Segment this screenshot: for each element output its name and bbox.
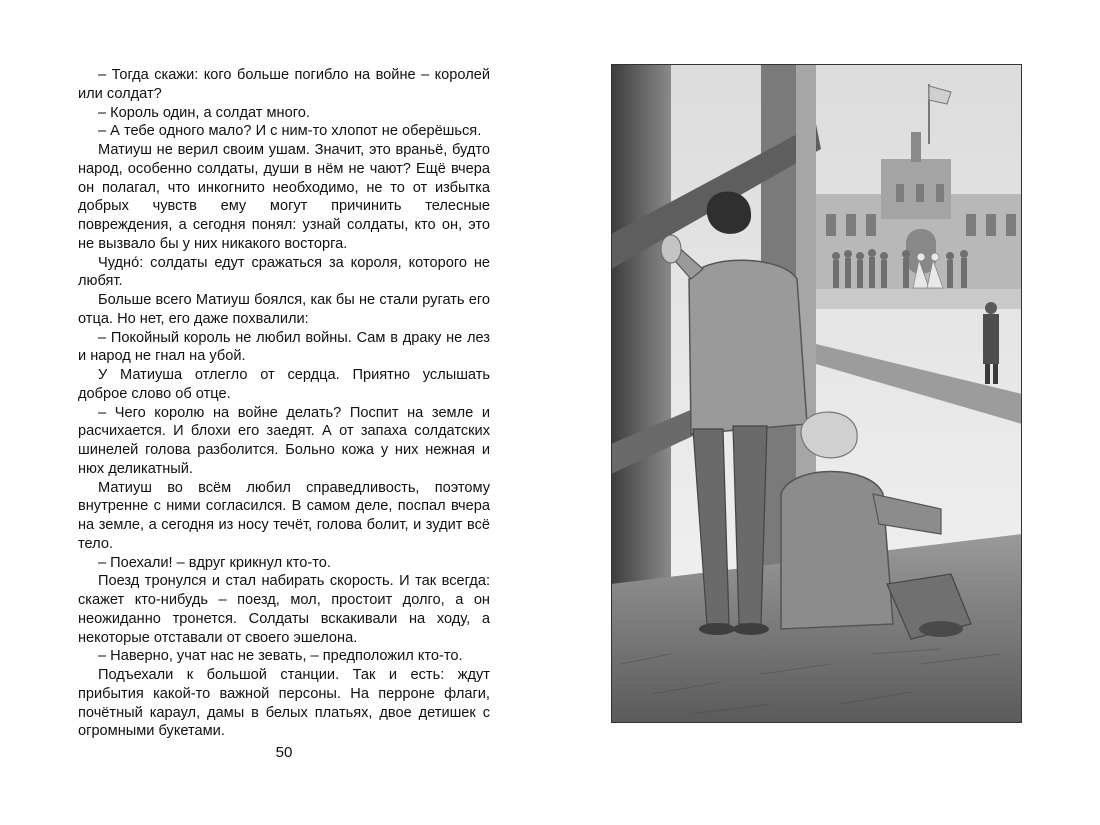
illustration-drawing [611,64,1022,723]
paragraph: – Чего королю на войне делать? Поспит на земле и расчихается. И блохи его заедят. А от запаха солдатских шинелей голова разболится. Больно кожа у них нежная и нюх деликатный. [78,404,490,477]
paragraph: У Матиуша отлегло от сердца. Приятно услышать доброе слово об отце. [78,367,490,402]
paragraph: – А тебе одного мало? И с ним-то хлопот не оберёшься. [98,123,482,140]
paragraph: Чудно́: солдаты едут сражаться за короля, которого не любят. [78,254,490,290]
paragraph: Подъехали к большой станции. Так и есть: ждут прибытия какой-то важной персоны. На перроне флаги, почётный караул, дамы в белых платьях, двое детишек с огромными букетами. [78,667,490,740]
paragraph: – Наверно, учат нас не зевать, – предположил кто-то. [98,648,463,665]
paragraph: – Тогда скажи: кого больше погибло на войне – королей или солдат? [78,67,490,102]
illustration [611,64,1022,723]
paragraph: Матиуш во всём любил справедливость, поэтому внутренне с ними согласился. В самом деле, поспал вчера на земле, а сегодня из носу течёт, голова болит, и зудит всё тело. [78,479,490,552]
paragraph: – Король один, а солдат много. [98,104,310,121]
text-column [78,66,490,741]
paragraph: Матиуш не верил своим ушам. Значит, это враньё, будто народ, особенно солдаты, души в нём не чают? Ещё вчера он полагал, что инкогнито необходимо, не то от избытка добрых чувств ему могут причинить телесные повреждения, а сегодня понял: узнай солдаты, кто он, это не вызвало бы у них никакого восторга. [78,142,490,252]
paragraph: – Покойный король не любил войны. Сам в драку не лез и народ не гнал на убой. [78,329,490,365]
paragraph: Больше всего Матиуш боялся, как бы не стали ругать его отца. Но нет, его даже похвалили: [78,292,490,327]
paragraph: Поезд тронулся и стал набирать скорость. И так всегда: скажет кто-нибудь – поезд, мол, простоит долго, а он неожиданно тронется. Солдаты вскакивали на ходу, а некоторые отставали от своего эшелона. [78,573,490,646]
page-number: 50 [275,744,293,761]
paragraph: – Поехали! – вдруг крикнул кто-то. [98,554,331,571]
